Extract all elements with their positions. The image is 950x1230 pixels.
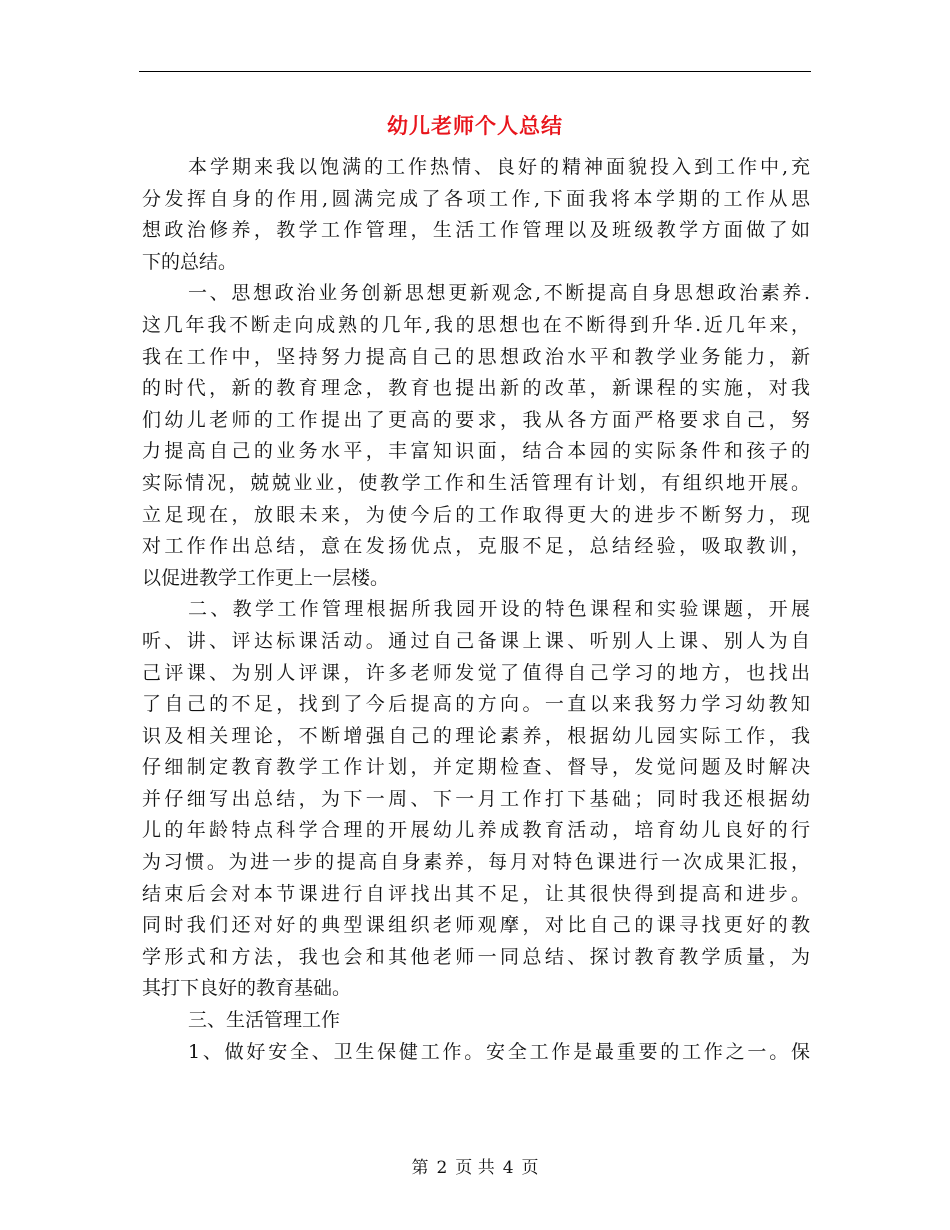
text-line: 二、教学工作管理根据所我园开设的特色课程和实验课题，开展 [188,598,810,621]
text-line: 并仔细写出总结，为下一周、下一月工作打下基础；同时我还根据幼 [142,787,810,810]
text-line: 1、做好安全、卫生保健工作。安全工作是最重要的工作之一。保 [188,1040,810,1063]
footer-middle: 页 共 [455,1158,495,1178]
text-line: 力提高自己的业务水平，丰富知识面，结合本园的实际条件和孩子的 [142,440,810,463]
text-line: 听、讲、评达标课活动。通过自己备课上课、听别人上课、别人为自 [142,629,810,652]
text-line: 同时我们还对好的典型课组织老师观摩，对比自己的课寻找更好的教 [142,914,810,937]
text-line: 立足现在，放眼未来，为使今后的工作取得更大的进步不断努力，现 [142,503,810,526]
text-line: 分发挥自身的作用,圆满完成了各项工作,下面我将本学期的工作从思 [142,187,810,210]
text-line: 的时代，新的教育理念，教育也提出新的改革，新课程的实施，对我 [142,377,810,400]
text-line: 本学期来我以饱满的工作热情、良好的精神面貌投入到工作中,充 [188,156,810,178]
document-body [142,152,810,1068]
text-line: 己评课、为别人评课，许多老师发觉了值得自己学习的地方，也找出 [142,661,810,684]
text-line: 一、思想政治业务创新思想更新观念,不断提高自身思想政治素养. [188,282,810,305]
text-line: 实际情况，兢兢业业，使教学工作和生活管理有计划，有组织地开展。 [142,471,810,494]
text-line: 学形式和方法，我也会和其他老师一同总结、探讨教育教学质量，为 [142,945,810,968]
footer-suffix: 页 [521,1158,539,1178]
page-footer [0,1153,950,1178]
text-line: 其打下良好的教育基础。 [142,977,352,1000]
document-title: 幼儿老师个人总结 [387,113,563,138]
text-line: 儿的年龄特点科学合理的开展幼儿养成教育活动，培育幼儿良好的行 [142,819,810,842]
text-line: 识及相关理论，不断增强自己的理论素养，根据幼儿园实际工作，我 [142,724,810,747]
footer-total-pages: 4 [502,1158,514,1178]
text-line: 了自己的不足，找到了今后提高的方向。一直以来我努力学习幼教知 [142,693,810,716]
text-line: 想政治修养，教学工作管理，生活工作管理以及班级教学方面做了如 [142,219,810,242]
text-line: 下的总结。 [142,250,238,273]
text-line: 对工作作出总结，意在发扬优点，克服不足，总结经验，吸取教训， [142,535,810,558]
text-line: 为习惯。为进一步的提高自身素养，每月对特色课进行一次成果汇报， [142,851,810,874]
text-line: 们幼儿老师的工作提出了更高的要求，我从各方面严格要求自己，努 [142,408,810,431]
text-line: 这几年我不断走向成熟的几年,我的思想也在不断得到升华.近几年来， [142,313,810,336]
text-line: 我在工作中，坚持努力提高自己的思想政治水平和教学业务能力，新 [142,345,810,368]
text-line: 以促进教学工作更上一层楼。 [142,566,390,589]
text-line: 仔细制定教育教学工作计划，并定期检查、督导，发觉问题及时解决 [142,756,810,779]
footer-prefix: 第 [411,1158,429,1178]
text-line: 结束后会对本节课进行自评找出其不足，让其很快得到提高和进步。 [142,882,810,905]
footer-current-page: 2 [436,1158,448,1178]
text-line: 三、生活管理工作 [188,1009,341,1032]
header-rule [139,71,811,72]
